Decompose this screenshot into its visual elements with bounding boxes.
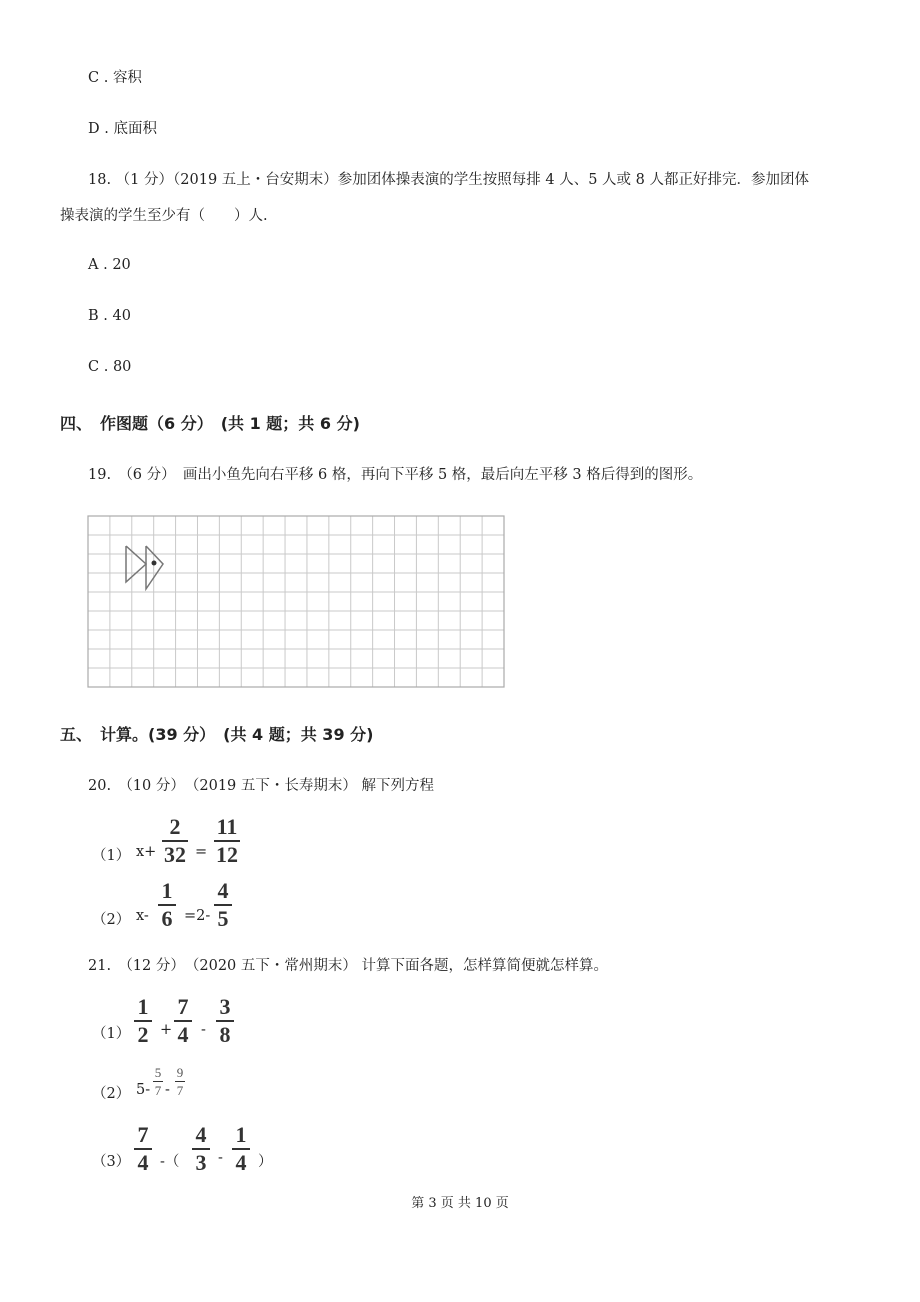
part-label: （2）: [92, 1086, 131, 1102]
section-heading: 四、 作图题（6 分） (共 1 题；共 6 分): [60, 414, 360, 433]
part-label: （3）: [92, 1154, 131, 1170]
equation-prefix: 5-: [136, 1082, 151, 1098]
equals-sign: =2-: [184, 908, 211, 924]
option-b: B . 40: [88, 308, 131, 324]
option-d: D . 底面积: [88, 121, 157, 137]
equation-prefix: x-: [136, 908, 149, 924]
operator: -（: [160, 1154, 180, 1170]
option-c: C . 80: [88, 359, 132, 375]
section-heading: 五、 计算。(39 分） (共 4 题；共 39 分): [60, 725, 374, 744]
part-label: （2）: [92, 912, 131, 928]
operator: -: [165, 1082, 170, 1098]
grid-lines: [88, 516, 504, 687]
question-18-line2: 操表演的学生至少有（ ）人.: [60, 208, 268, 224]
fraction: 1 2: [134, 996, 152, 1046]
fraction: 7 4: [134, 1124, 152, 1174]
question-21: 21. （12 分） （2020 五下・常州期末） 计算下面各题，怎样算简便就怎样算。: [88, 958, 608, 974]
option-a: A . 20: [88, 257, 131, 273]
fraction: 5 7: [154, 1065, 162, 1098]
equals-sign: =: [195, 844, 208, 860]
part-label: （1）: [92, 1026, 131, 1042]
operator: ）: [258, 1154, 273, 1170]
operator: +: [160, 1022, 173, 1038]
fraction: 1 6: [158, 880, 176, 930]
fraction: 11 12: [216, 814, 238, 867]
page-footer: 第 3 页 共 10 页: [411, 1196, 509, 1211]
equation-prefix: x+: [136, 844, 157, 860]
fraction: 4 3: [192, 1124, 210, 1174]
fraction: 2 32: [164, 814, 186, 867]
grid-border: [88, 516, 504, 687]
fraction: 1 4: [232, 1124, 250, 1174]
operator: -: [201, 1022, 206, 1038]
option-c: C . 容积: [88, 70, 142, 86]
part-label: （1）: [92, 848, 131, 864]
grid-figure: [86, 514, 506, 689]
question-18-line1: 18. （1 分）（2019 五上・台安期末）参加团体操表演的学生按照每排 4 人、5 人或 8 人都正好排完．参加团体: [88, 172, 810, 188]
fraction: 4 5: [214, 880, 232, 930]
fraction: 9 7: [176, 1065, 184, 1098]
question-20: 20. （10 分） （2019 五下・长寿期末） 解下列方程: [88, 778, 434, 794]
fish-eye-icon: [152, 561, 157, 566]
fraction: 3 8: [216, 996, 234, 1046]
fraction: 7 4: [174, 996, 192, 1046]
operator: -: [218, 1150, 223, 1166]
question-19: 19. （6 分） 画出小鱼先向右平移 6 格，再向下平移 5 格，最后向左平移 3 格后得到的图形。: [88, 467, 703, 483]
